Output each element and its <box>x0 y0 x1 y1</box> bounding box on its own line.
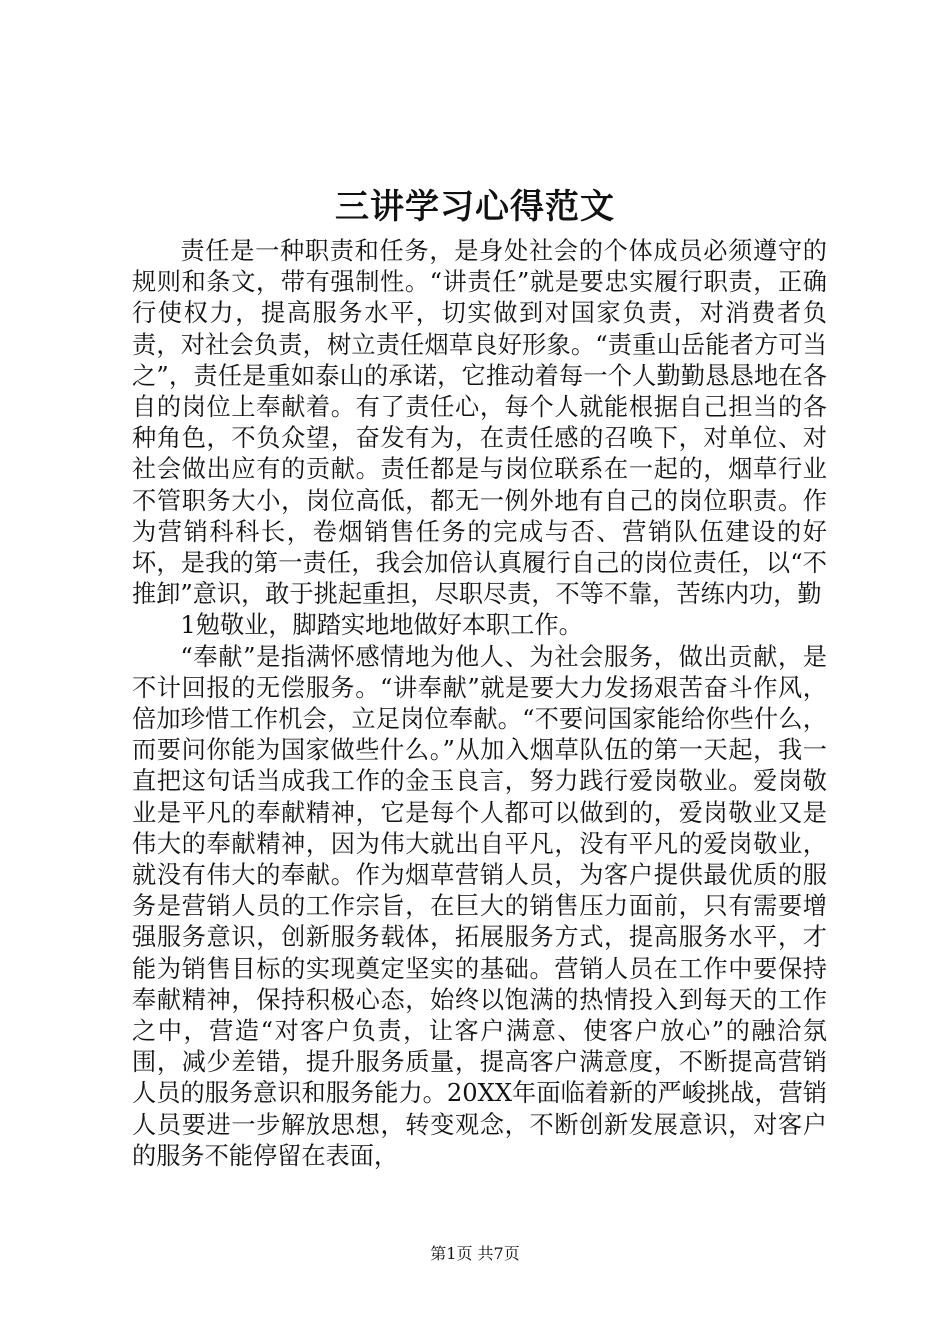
document-body <box>132 236 827 1172</box>
paragraph-devotion: “奉献”是指满怀感情地为他人、为社会服务，做出贡献，是不计回报的无偿服务。“讲奉献”就是要大力发扬艰苦奋斗作风，倍加珍惜工作机会，立足岗位奉献。“不要问国家能给你些什么，而要问你能为国家做些什么。”从加入烟草队伍的第一天起，我一直把这句话当成我工作的金玉良言，努力践行爱岗敬业。爱岗敬业是平凡的奉献精神，它是每个人都可以做到的，爱岗敬业又是伟大的奉献精神，因为伟大就出自平凡，没有平凡的爱岗敬业，就没有伟大的奉献。作为烟草营销人员，为客户提供最优质的服务是营销人员的工作宗旨，在巨大的销售压力面前，只有需要增强服务意识，创新服务载体，拓展服务方式，提高服务水平，才能为销售目标的实现奠定坚实的基础。营销人员在工作中要保持奉献精神，保持积极心态，始终以饱满的热情投入到每天的工作之中，营造“对客户负责，让客户满意、使客户放心”的融洽氛围，减少差错，提升服务质量，提高客户满意度，不断提高营销人员的服务意识和服务能力。20XX年面临着新的严峻挑战，营销人员要进一步解放思想，转变观念，不断创新发展意识，对客户的服务不能停留在表面， <box>132 642 827 1170</box>
paragraph-responsibility: 责任是一种职责和任务，是身处社会的个体成员必须遵守的规则和条文，带有强制性。“讲责任”就是要忠实履行职责，正确行使权力，提高服务水平，切实做到对国家负责，对消费者负责，对社会负责，树立责任烟草良好形象。“责重山岳能者方可当之”，责任是重如泰山的承诺，它推动着每一个人勤勤恳恳地在各自的岗位上奉献着。有了责任心，每个人就能根据自己担当的各种角色，不负众望，奋发有为，在责任感的召唤下，对单位、对社会做出应有的贡献。责任都是与岗位联系在一起的，烟草行业不管职务大小，岗位高低，都无一例外地有自己的岗位职责。作为营销科科长，卷烟销售任务的完成与否、营销队伍建设的好坏，是我的第一责任，我会加倍认真履行自己的岗位责任，以“不推卸”意识，敢于挑起重担，尽职尽责，不等不靠，苦练内功，勤 <box>132 237 827 609</box>
paragraph-dedication-line: 1勉敬业，脚踏实地地做好本职工作。 <box>180 611 583 640</box>
page-footer: 第1页 共7页 <box>430 1244 520 1263</box>
document-title: 三讲学习心得范文 <box>335 187 615 227</box>
